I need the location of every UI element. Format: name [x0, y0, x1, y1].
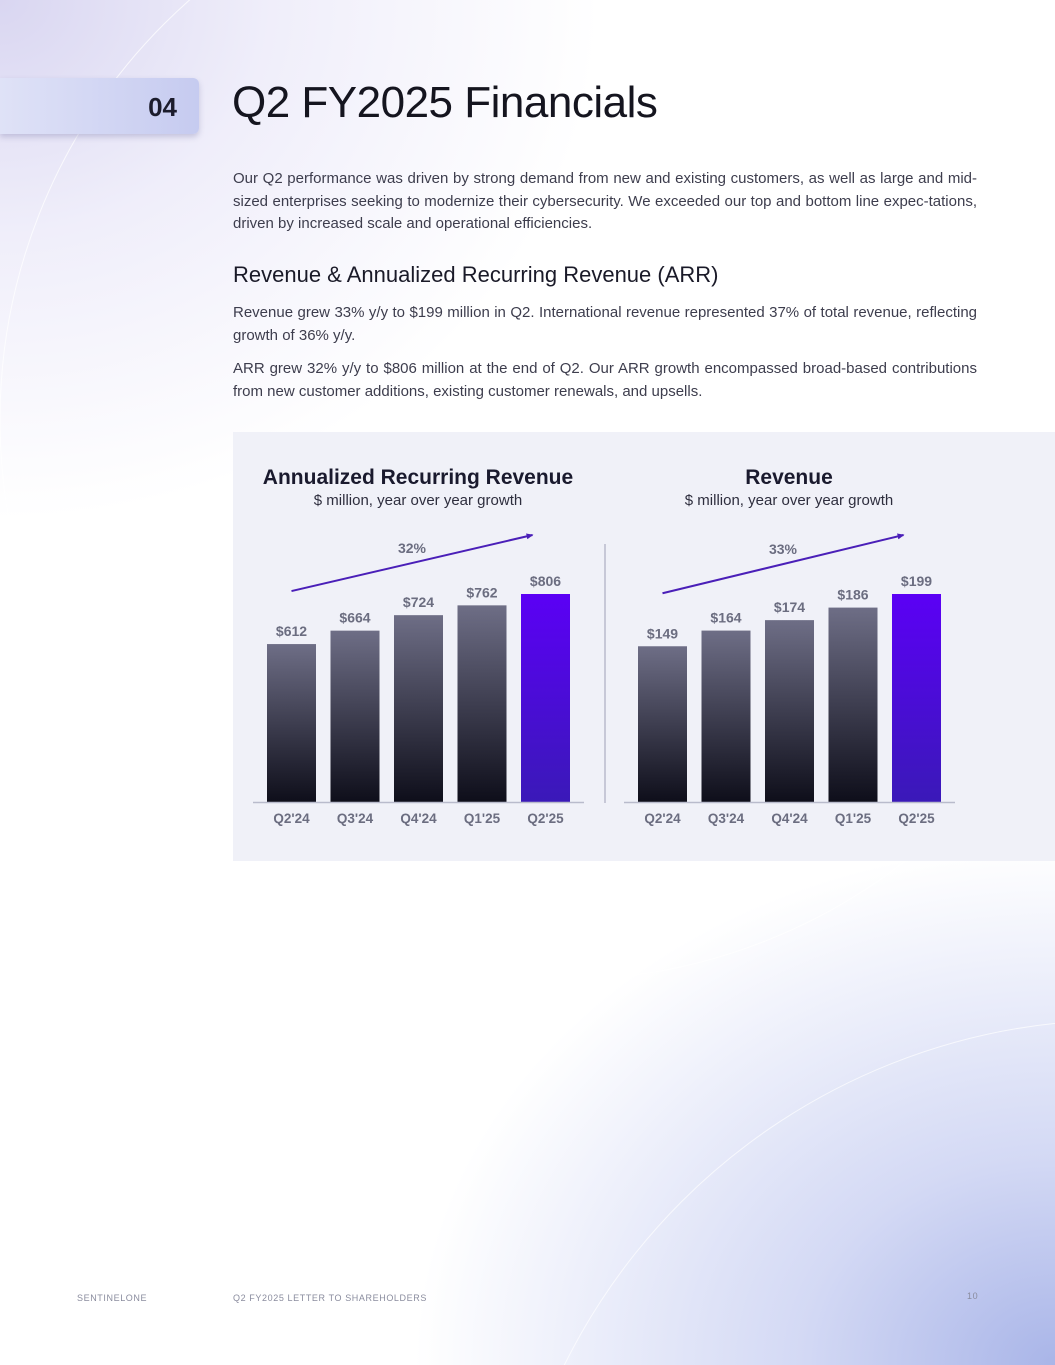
revenue-bar-5 [892, 594, 941, 802]
arr-bar-3 [394, 615, 443, 802]
intro-paragraph: Our Q2 performance was driven by strong demand from new and existing customers, as well as large and mid-sized enterprises seeking to modernize their cybersecurity. We exceeded our top and bottom line expec-tations, driven by increased scale and operational efficiencies. [233, 170, 977, 232]
arr-data-label-4: $762 [466, 584, 498, 601]
revenue-category-label-5: Q2'25 [898, 811, 935, 826]
revenue-chart-title: Revenue [745, 466, 833, 489]
arr-category-label-5: Q2'25 [527, 811, 564, 826]
arr-bar-5 [521, 594, 570, 802]
arr-growth-label: 32% [397, 540, 427, 557]
arr-data-label-2: $664 [339, 609, 371, 626]
arr-category-label-4: Q1'25 [463, 811, 501, 826]
section-number-tab [0, 78, 199, 134]
revenue-data-label-5: $199 [900, 573, 933, 589]
footer-document-title: Q2 FY2025 LETTER TO SHAREHOLDERS [233, 1293, 427, 1303]
revenue-data-label-4: $186 [837, 586, 869, 603]
footer-company: SENTINELONE [77, 1293, 148, 1303]
section-number: 04 [148, 92, 177, 122]
arr-data-label-5: $806 [529, 573, 562, 589]
page-title: Q2 FY2025 Financials [232, 78, 658, 127]
revenue-category-label-3: Q4'24 [771, 811, 808, 826]
arr-data-label-3: $724 [402, 594, 435, 611]
revenue-bar-2 [702, 631, 751, 802]
revenue-bar-4 [829, 608, 878, 802]
revenue-bar-3 [765, 620, 814, 802]
charts-svg [233, 432, 1055, 861]
revenue-category-label-2: Q3'24 [707, 811, 745, 826]
arr-chart-subtitle: $ million, year over year growth [313, 492, 523, 509]
revenue-bar-1 [638, 646, 687, 802]
arr-data-label-1: $612 [275, 623, 308, 640]
arr-paragraph: ARR grew 32% y/y to $806 million at the end of Q2. Our ARR growth encompassed broad-based contributions from new customer additions, existing customer renewals, and upsells. [233, 360, 977, 400]
arr-category-label-2: Q3'24 [336, 811, 374, 826]
arr-category-label-1: Q2'24 [273, 811, 310, 826]
charts-panel [233, 432, 1055, 861]
arr-bar-2 [331, 631, 380, 802]
section-subheading: Revenue & Annualized Recurring Revenue (ARR) [233, 262, 719, 287]
revenue-data-label-2: $164 [710, 609, 742, 626]
revenue-data-label-3: $174 [773, 599, 806, 616]
revenue-growth-label: 33% [768, 541, 798, 558]
arr-chart-title: Annualized Recurring Revenue [262, 466, 574, 489]
revenue-chart-subtitle: $ million, year over year growth [684, 492, 894, 509]
arr-category-label-3: Q4'24 [400, 811, 437, 826]
revenue-category-label-4: Q1'25 [834, 811, 872, 826]
arr-bar-4 [458, 605, 507, 802]
revenue-paragraph: Revenue grew 33% y/y to $199 million in Q2. International revenue represented 37% of total revenue, reflecting growth of 36% y/y. [233, 304, 977, 344]
revenue-data-label-1: $149 [646, 625, 679, 642]
arr-bar-1 [267, 644, 316, 802]
page-number: 10 [967, 1291, 979, 1301]
revenue-category-label-1: Q2'24 [644, 811, 681, 826]
